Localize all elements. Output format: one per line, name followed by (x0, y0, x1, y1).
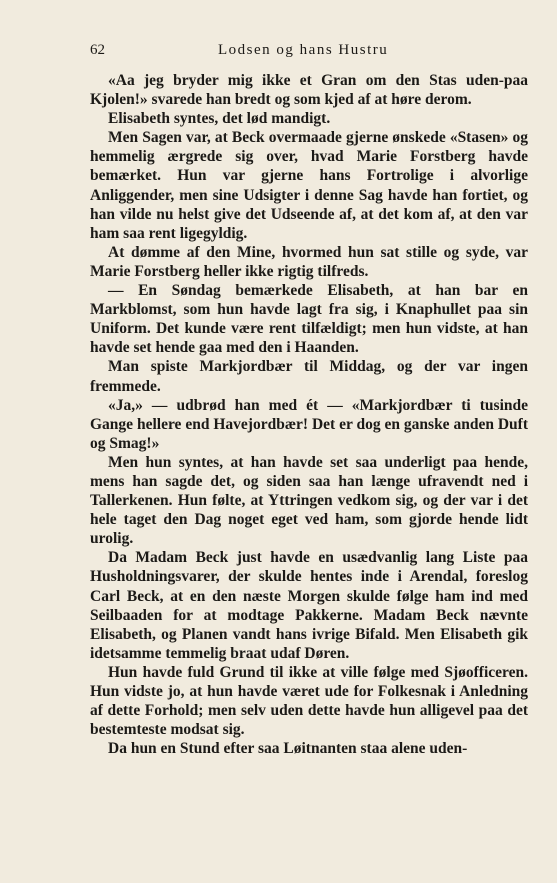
body-text (90, 71, 528, 758)
paragraph: Da hun en Stund efter saa Løitnanten staa alene uden- (108, 740, 468, 758)
paragraph: At dømme af den Mine, hvormed hun sat stille og syde, var Marie Forstberg heller ikke rigtig tilfreds. (90, 243, 528, 280)
page-header (90, 42, 528, 62)
running-title: Lodsen og hans Hustru (218, 42, 389, 58)
paragraph: — En Søndag bemærkede Elisabeth, at han bar en Markblomst, som hun havde lagt fra sig, i Knaphullet paa sin Uniform. Det kunde være rent tilfældigt; men hun vidste, at han havde set hende gaa med den i Haanden. (90, 282, 528, 357)
paragraph: Hun havde fuld Grund til ikke at ville følge med Sjøofficeren. Hun vidste jo, at hun havde været ude for Folkesnak i Anledning af dette Forhold; men selv uden dette havde hun alligevel paa det bestemteste modsat sig. (90, 663, 528, 739)
page-number: 62 (90, 42, 105, 58)
paragraph: Men hun syntes, at han havde set saa underligt paa hende, mens han sagde det, og siden saa han længe ufravendt ned i Tallerkenen. Hun følte, at Yttringen vedkom sig, og der var i det hele taget den Dag noget eget ved ham, som gjorde hende lidt urolig. (90, 453, 528, 548)
paragraph: Men Sagen var, at Beck overmaade gjerne ønskede «Stasen» og hemmelig ærgrede sig over, hvad Marie Forstberg havde bemærket. Hun var gjerne hans Fortrolige i alvorlige Anliggender, men sine Udsigter i denne Sag havde han fortiet, og han vilde nu helst give det Udseende af, at det kom af, at den var ham saa rent ligegyldig. (90, 129, 528, 242)
paragraph: Elisabeth syntes, det lød mandigt. (108, 110, 331, 128)
paragraph: «Aa jeg bryder mig ikke et Gran om den Stas uden-paa Kjolen!» svarede han bredt og som kjed af at høre derom. (90, 72, 528, 109)
paragraph: Man spiste Markjordbær til Middag, og der var ingen fremmede. (90, 358, 528, 395)
paragraph: Da Madam Beck just havde en usædvanlig lang Liste paa Husholdningsvarer, der skulde hentes inde i Arendal, foreslog Carl Beck, at en den næste Morgen skulde følge ham ind med Seilbaaden for at modtage Pakkerne. Madam Beck nævnte Elisabeth, og Planen vandt hans ivrige Bifald. Men Elisabeth gik idetsamme temmelig braat udaf Døren. (90, 549, 528, 662)
paragraph: «Ja,» — udbrød han med ét — «Markjordbær ti tusinde Gange hellere end Havejordbær! Det er dog en ganske anden Duft og Smag!» (90, 396, 528, 452)
